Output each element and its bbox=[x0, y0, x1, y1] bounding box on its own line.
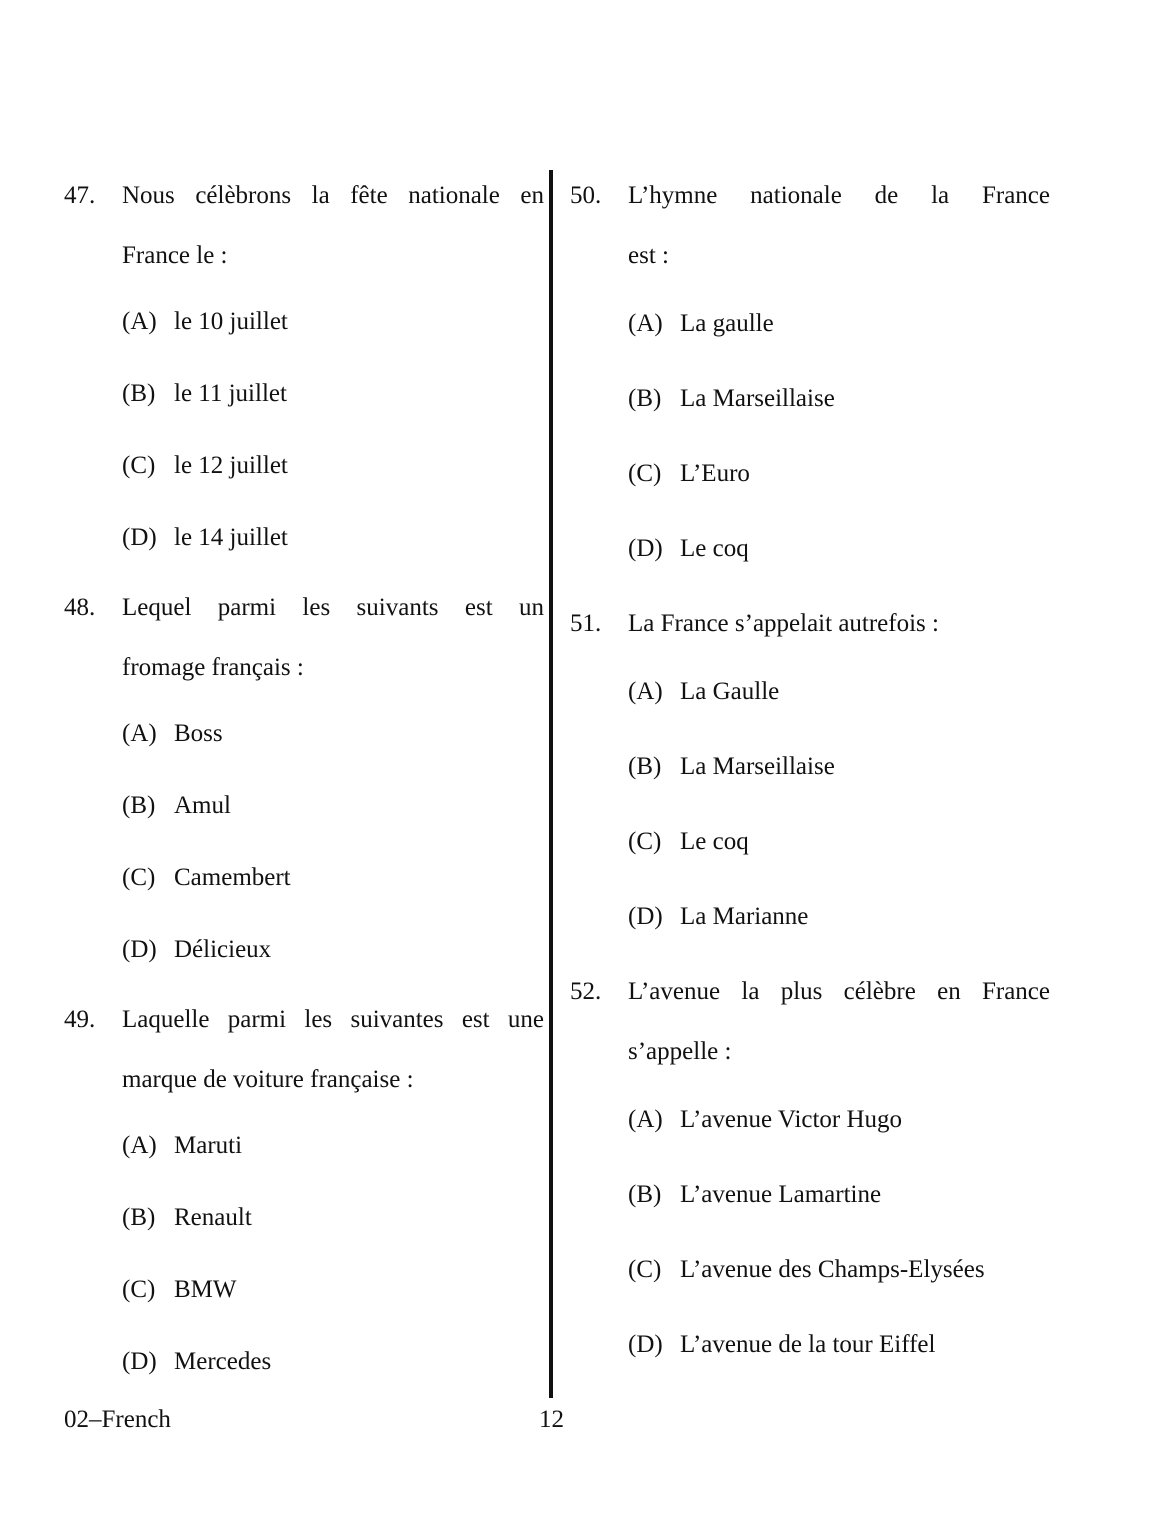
option-b bbox=[122, 1182, 544, 1254]
option-text: Camembert bbox=[174, 864, 291, 891]
paper-code: 02–French bbox=[64, 1406, 171, 1433]
option-c bbox=[628, 436, 1050, 511]
option-letter: (B) bbox=[628, 385, 662, 412]
option-letter: (B) bbox=[122, 1204, 156, 1231]
option-text: Mercedes bbox=[174, 1348, 272, 1375]
option-c bbox=[122, 1254, 544, 1326]
option-text: Le coq bbox=[680, 828, 749, 855]
question-text-line-2: marque de voiture française : bbox=[122, 1066, 414, 1093]
option-b bbox=[122, 770, 544, 842]
option-d bbox=[122, 1326, 544, 1398]
question-text-line-1: Lequel parmi les suivants est un bbox=[122, 594, 544, 621]
option-text: La Marseillaise bbox=[680, 753, 835, 780]
question-stem-continued bbox=[64, 1050, 544, 1110]
option-text: L’avenue Lamartine bbox=[680, 1181, 882, 1208]
option-letter: (C) bbox=[628, 460, 662, 487]
right-column bbox=[570, 166, 1050, 1382]
option-a bbox=[628, 654, 1050, 729]
option-a bbox=[122, 698, 544, 770]
question-number: 49. bbox=[64, 1006, 96, 1033]
question-text-line-1: La France s’appelait autrefois : bbox=[628, 610, 939, 637]
option-letter: (A) bbox=[628, 1106, 663, 1133]
option-letter: (C) bbox=[122, 1276, 156, 1303]
question-49 bbox=[64, 990, 544, 1398]
question-stem bbox=[570, 594, 1050, 654]
question-number: 50. bbox=[570, 182, 602, 209]
question-number: 52. bbox=[570, 978, 602, 1005]
option-c bbox=[122, 430, 544, 502]
question-47 bbox=[64, 166, 544, 574]
option-d bbox=[628, 879, 1050, 954]
question-number: 48. bbox=[64, 594, 96, 621]
option-b bbox=[628, 729, 1050, 804]
option-text: L’avenue de la tour Eiffel bbox=[680, 1331, 936, 1358]
option-text: BMW bbox=[174, 1276, 237, 1303]
question-stem bbox=[570, 962, 1050, 1022]
option-text: La Gaulle bbox=[680, 678, 780, 705]
option-d bbox=[122, 914, 544, 986]
option-d bbox=[122, 502, 544, 574]
option-letter: (A) bbox=[628, 678, 663, 705]
question-text-line-1: Laquelle parmi les suivantes est une bbox=[122, 1006, 544, 1033]
option-text: La Marseillaise bbox=[680, 385, 835, 412]
question-52 bbox=[570, 962, 1050, 1382]
option-c bbox=[628, 804, 1050, 879]
option-text: Boss bbox=[174, 720, 223, 747]
option-letter: (D) bbox=[628, 535, 663, 562]
option-text: le 10 juillet bbox=[174, 308, 288, 335]
option-letter: (B) bbox=[122, 380, 156, 407]
option-letter: (B) bbox=[628, 1181, 662, 1208]
option-letter: (A) bbox=[122, 1132, 157, 1159]
option-letter: (A) bbox=[122, 308, 157, 335]
question-stem-continued bbox=[64, 638, 544, 698]
question-stem bbox=[64, 166, 544, 226]
option-c bbox=[122, 842, 544, 914]
option-text: La Marianne bbox=[680, 903, 809, 930]
question-stem bbox=[570, 166, 1050, 226]
option-text: Amul bbox=[174, 792, 231, 819]
question-text-line-2: est : bbox=[628, 242, 669, 269]
option-letter: (D) bbox=[628, 903, 663, 930]
question-text-line-2: s’appelle : bbox=[628, 1038, 732, 1065]
question-50 bbox=[570, 166, 1050, 586]
option-letter: (C) bbox=[122, 864, 156, 891]
option-text: Renault bbox=[174, 1204, 252, 1231]
option-text: L’avenue Victor Hugo bbox=[680, 1106, 903, 1133]
option-text: L’Euro bbox=[680, 460, 750, 487]
option-d bbox=[628, 1307, 1050, 1382]
option-letter: (C) bbox=[122, 452, 156, 479]
option-b bbox=[628, 1157, 1050, 1232]
option-a bbox=[122, 1110, 544, 1182]
option-text: La gaulle bbox=[680, 310, 774, 337]
option-text: le 14 juillet bbox=[174, 524, 288, 551]
option-letter: (D) bbox=[122, 524, 157, 551]
question-text-line-1: L’hymne nationale de la France bbox=[628, 182, 1050, 209]
question-text-line-2: fromage français : bbox=[122, 654, 304, 681]
option-c bbox=[628, 1232, 1050, 1307]
option-letter: (B) bbox=[122, 792, 156, 819]
question-text-line-2: France le : bbox=[122, 242, 228, 269]
option-letter: (C) bbox=[628, 828, 662, 855]
question-number: 51. bbox=[570, 610, 602, 637]
option-letter: (B) bbox=[628, 753, 662, 780]
question-text-line-1: L’avenue la plus célèbre en France bbox=[628, 978, 1050, 1005]
question-number: 47. bbox=[64, 182, 96, 209]
option-letter: (A) bbox=[122, 720, 157, 747]
question-stem bbox=[64, 578, 544, 638]
option-a bbox=[122, 286, 544, 358]
option-letter: (D) bbox=[628, 1331, 663, 1358]
option-a bbox=[628, 1082, 1050, 1157]
page-number: 12 bbox=[539, 1406, 564, 1433]
option-letter: (A) bbox=[628, 310, 663, 337]
question-51 bbox=[570, 594, 1050, 954]
question-text-line-1: Nous célèbrons la fête nationale en bbox=[122, 182, 544, 209]
option-text: Le coq bbox=[680, 535, 749, 562]
option-text: Maruti bbox=[174, 1132, 243, 1159]
option-d bbox=[628, 511, 1050, 586]
question-stem bbox=[64, 990, 544, 1050]
option-letter: (D) bbox=[122, 1348, 157, 1375]
option-text: le 11 juillet bbox=[174, 380, 287, 407]
option-letter: (C) bbox=[628, 1256, 662, 1283]
option-text: Délicieux bbox=[174, 936, 272, 963]
question-48 bbox=[64, 578, 544, 986]
left-column bbox=[64, 166, 544, 1398]
option-b bbox=[122, 358, 544, 430]
option-b bbox=[628, 361, 1050, 436]
option-text: le 12 juillet bbox=[174, 452, 288, 479]
question-stem-continued bbox=[570, 1022, 1050, 1082]
option-text: L’avenue des Champs-Elysées bbox=[680, 1256, 985, 1283]
question-stem-continued bbox=[570, 226, 1050, 286]
option-letter: (D) bbox=[122, 936, 157, 963]
question-stem-continued bbox=[64, 226, 544, 286]
column-divider bbox=[549, 170, 553, 1398]
option-a bbox=[628, 286, 1050, 361]
